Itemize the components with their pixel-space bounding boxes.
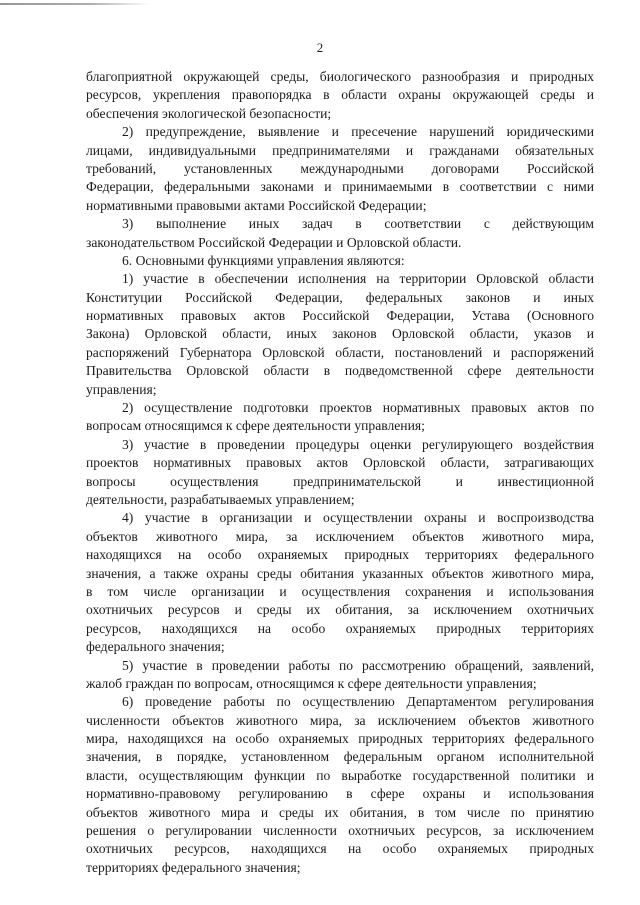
text-line: ресурсов, укрепления правопорядка в области охраны окружающей среды и bbox=[86, 87, 594, 103]
text-line: деятельности, разрабатываемых управлением; bbox=[86, 491, 355, 507]
text-line: 2) осуществление подготовки проектов нормативных правовых актов по bbox=[122, 400, 594, 416]
text-line: территориях федерального значения; bbox=[86, 859, 301, 875]
text-line: объектов животного мира, за исключением объектов животного мира, bbox=[86, 528, 594, 544]
text-line: охотничьих ресурсов, находящихся на особо охраняемых природных bbox=[86, 841, 594, 857]
text-line: 5) участие в проведении работы по рассмотрению обращений, заявлений, bbox=[122, 657, 594, 673]
text-line: управления; bbox=[86, 381, 157, 397]
text-line: Правительства Орловской области в подведомственной сфере деятельности bbox=[86, 363, 594, 379]
text-line: охотничьих ресурсов и среды их обитания, за исключением охотничьих bbox=[86, 602, 594, 618]
text-line: объектов животного мира и среды их обитания, в том числе по принятию bbox=[86, 804, 594, 820]
document-body bbox=[86, 68, 594, 877]
scan-artifact-line bbox=[0, 3, 150, 5]
text-line: обеспечения экологической безопасности; bbox=[86, 105, 332, 121]
text-line: 3) участие в проведении процедуры оценки регулирующего воздействия bbox=[122, 436, 594, 452]
text-line: значения, в порядке, установленном федеральным органом исполнительной bbox=[86, 749, 594, 765]
text-line: мира, находящихся на особо охраняемых природных территориях федерального bbox=[86, 731, 594, 747]
text-line: Конституции Российской Федерации, федеральных законов и иных bbox=[86, 289, 594, 305]
text-line: нормативно-правовому регулированию в сфере охраны и использования bbox=[86, 786, 594, 802]
text-line: жалоб граждан по вопросам, относящимся к сфере деятельности управления; bbox=[86, 675, 537, 691]
text-line: Федерации, федеральными законами и принимаемыми в соответствии с ними bbox=[86, 179, 594, 195]
text-line: вопросы осуществления предпринимательской и инвестиционной bbox=[86, 473, 594, 489]
text-line: решения о регулировании численности охотничьих ресурсов, за исключением bbox=[86, 823, 594, 839]
text-line: лицами, индивидуальными предпринимателями и гражданами обязательных bbox=[86, 142, 594, 158]
text-line: 6) проведение работы по осуществлению Департаментом регулирования bbox=[122, 694, 594, 710]
text-line: 6. Основными функциями управления являются: bbox=[122, 252, 405, 268]
text-line: благоприятной окружающей среды, биологического разнообразия и природных bbox=[86, 69, 594, 84]
text-line: Закона) Орловской области, иных законов Орловской области, указов и bbox=[86, 326, 594, 342]
text-line: проектов нормативных правовых актов Орловской области, затрагивающих bbox=[86, 455, 594, 471]
page-number: 2 bbox=[316, 40, 324, 55]
text-line: власти, осуществляющим функции по выработке государственной политики и bbox=[86, 767, 594, 783]
text-line: требований, установленных международными договорами Российской bbox=[86, 160, 594, 176]
text-line: нормативных правовых актов Российской Федерации, Устава (Основного bbox=[86, 308, 594, 324]
text-line: ресурсов, находящихся на особо охраняемых природных территориях bbox=[86, 620, 594, 636]
text-line: находящихся на особо охраняемых природных территориях федерального bbox=[86, 547, 594, 563]
text-line: значения, а также охраны среды обитания указанных объектов животного мира, bbox=[86, 565, 594, 581]
text-line: 1) участие в обеспечении исполнения на территории Орловской области bbox=[122, 271, 594, 287]
text-line: вопросам относящимся к сфере деятельности управления; bbox=[86, 418, 425, 434]
text-line: 4) участие в организации и осуществлении охраны и воспроизводства bbox=[122, 510, 594, 526]
text-line: нормативными правовыми актами Российской Федерации; bbox=[86, 197, 427, 213]
text-line: 2) предупреждение, выявление и пресечение нарушений юридическими bbox=[122, 124, 594, 140]
text-line: распоряжений Губернатора Орловской области, постановлений и распоряжений bbox=[86, 344, 594, 360]
text-line: численности объектов животного мира, за исключением объектов животного bbox=[86, 712, 594, 728]
text-line: 3) выполнение иных задач в соответствии с действующим bbox=[122, 216, 594, 232]
text-line: федерального значения; bbox=[86, 639, 225, 655]
text-line: законодательством Российской Федерации и Орловской области. bbox=[86, 234, 462, 250]
text-line: в том числе организации и осуществления сохранения и использования bbox=[86, 583, 594, 599]
